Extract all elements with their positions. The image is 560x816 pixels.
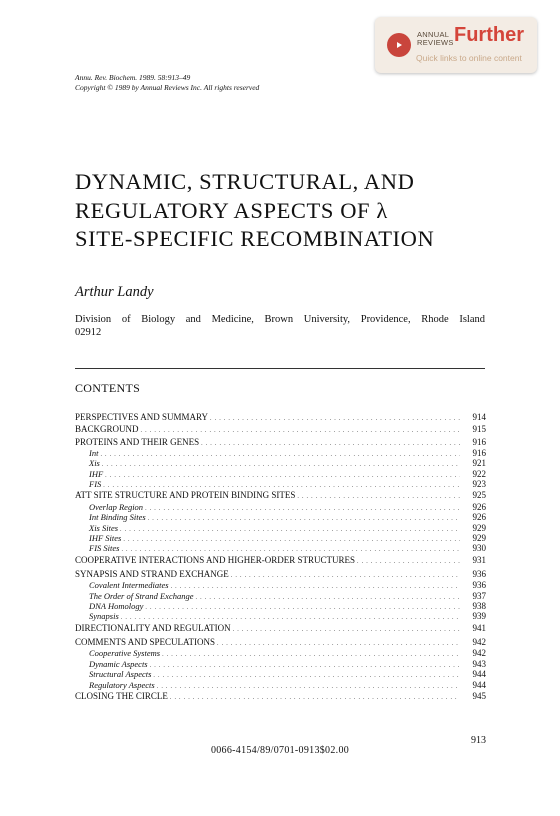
- toc-entry-label: COOPERATIVE INTERACTIONS AND HIGHER-ORDER STRUCTURES: [75, 554, 356, 565]
- section-divider: [75, 368, 485, 369]
- toc-entry[interactable]: [75, 479, 486, 489]
- toc-entry[interactable]: [75, 502, 486, 512]
- toc-entry-page: 931: [472, 554, 486, 565]
- toc-entry-label: Cooperative Systems: [89, 648, 161, 659]
- toc-entry[interactable]: [75, 423, 486, 435]
- toc-entry-label: CLOSING THE CIRCLE: [75, 691, 168, 702]
- toc-entry[interactable]: [75, 543, 486, 553]
- toc-entry[interactable]: [75, 680, 486, 690]
- toc-entry-label: ATT SITE STRUCTURE AND PROTEIN BINDING SITES: [75, 490, 296, 501]
- toc-entry[interactable]: [75, 591, 486, 601]
- toc-entry[interactable]: [75, 469, 486, 479]
- toc-entry-label: SYNAPSIS AND STRAND EXCHANGE: [75, 569, 229, 579]
- toc-entry-label: COMMENTS AND SPECULATIONS: [75, 637, 216, 648]
- toc-entry-label: PERSPECTIVES AND SUMMARY: [75, 412, 209, 422]
- toc-entry-label: Xis: [89, 458, 100, 469]
- toc-entry-page: 942: [472, 637, 486, 648]
- article-title: [75, 168, 434, 254]
- toc-leader-dots: [231, 622, 460, 636]
- page-number: 913: [471, 735, 486, 746]
- toc-entry-label: PROTEINS AND THEIR GENES: [75, 436, 200, 447]
- toc-entry[interactable]: [75, 448, 486, 458]
- toc-entry-page: 922: [472, 468, 486, 479]
- toc-entry-page: 915: [472, 424, 486, 435]
- further-label: Further: [454, 24, 524, 46]
- toc-entry-page: 943: [472, 658, 486, 669]
- toc-entry-page: 945: [472, 691, 486, 702]
- toc-entry-label: FIS: [89, 479, 102, 490]
- toc-entry-page: 941: [472, 622, 486, 633]
- toc-entry[interactable]: [75, 622, 486, 634]
- toc-entry-page: 926: [472, 501, 486, 512]
- toc-entry-label: BACKGROUND: [75, 424, 139, 435]
- author-name: Arthur Landy: [75, 284, 154, 300]
- citation-copyright: Copyright © 1989 by Annual Reviews Inc. All rights reserved: [75, 83, 260, 92]
- toc-entry[interactable]: [75, 458, 486, 468]
- toc-entry-page: 937: [472, 590, 486, 601]
- toc-entry-label: Covalent Intermediates: [89, 580, 169, 591]
- toc-entry-label: IHF: [89, 468, 104, 479]
- toc-entry[interactable]: [75, 601, 486, 611]
- toc-entry[interactable]: [75, 554, 486, 566]
- toc-entry-label: DIRECTIONALITY AND REGULATION: [75, 622, 231, 633]
- toc-entry-label: Xis Sites: [89, 522, 119, 533]
- toc-entry[interactable]: [75, 411, 486, 423]
- annual-reviews-wordmark: ANNUAL REVIEWS: [417, 30, 454, 47]
- toc-entry-page: 936: [472, 569, 486, 579]
- toc-entry-page: 921: [472, 458, 486, 469]
- toc-entry-page: 926: [472, 512, 486, 523]
- toc-entry-page: 938: [472, 601, 486, 612]
- footer-code: 0066-4154/89/0701-0913$02.00: [210, 745, 350, 756]
- toc-entry-page: 944: [472, 679, 486, 690]
- toc-entry-page: 930: [472, 543, 486, 554]
- toc-entry-page: 916: [472, 447, 486, 458]
- affiliation-line-1: Division of Biology and Medicine, Brown University, Providence, Rhode Island: [75, 314, 485, 325]
- title-line-1: DYNAMIC, STRUCTURAL, AND: [75, 169, 415, 194]
- toc-entry-label: Int: [89, 447, 99, 458]
- toc-entry[interactable]: [75, 611, 486, 621]
- toc-entry[interactable]: [75, 489, 486, 501]
- toc-entry-page: 923: [472, 479, 486, 490]
- toc-entry-page: 929: [472, 522, 486, 533]
- toc-entry[interactable]: [75, 636, 486, 648]
- play-arrow-icon: [387, 33, 411, 57]
- toc-entry-label: FIS Sites: [89, 543, 120, 554]
- toc-entry-label: Overlap Region: [89, 501, 144, 512]
- toc-entry[interactable]: [75, 648, 486, 658]
- toc-entry[interactable]: [75, 436, 486, 448]
- toc-entry-page: 944: [472, 669, 486, 680]
- toc-entry-label: Int Binding Sites: [89, 512, 146, 523]
- toc-entry[interactable]: [75, 568, 486, 580]
- title-line-2: REGULATORY ASPECTS OF λ: [75, 197, 388, 223]
- toc-entry-page: 942: [472, 648, 486, 659]
- toc-entry-label: DNA Homology: [89, 601, 144, 612]
- annual-reviews-further-badge[interactable]: [375, 17, 537, 73]
- toc-entry[interactable]: [75, 533, 486, 543]
- table-of-contents: [75, 411, 486, 702]
- toc-entry-label: IHF Sites: [89, 532, 122, 543]
- toc-entry-page: 914: [472, 412, 486, 422]
- toc-entry-label: The Order of Strand Exchange: [89, 590, 194, 601]
- quick-links-label: Quick links to online content: [416, 53, 522, 63]
- toc-entry[interactable]: [75, 512, 486, 522]
- contents-heading: CONTENTS: [75, 381, 141, 395]
- affiliation-line-2: 02912: [75, 327, 102, 338]
- toc-entry[interactable]: [75, 669, 486, 679]
- citation-journal: Annu. Rev. Biochem. 1989. 58:913–49: [75, 73, 191, 82]
- toc-leader-dots: [168, 690, 460, 704]
- toc-entry[interactable]: [75, 659, 486, 669]
- toc-entry-label: Synapsis: [89, 611, 119, 622]
- title-line-3: SITE-SPECIFIC RECOMBINATION: [75, 226, 435, 251]
- toc-entry-label: Structural Aspects: [89, 669, 152, 680]
- toc-entry-label: Dynamic Aspects: [89, 658, 148, 669]
- toc-entry-label: Regulatory Aspects: [89, 679, 155, 690]
- toc-leader-dots: [355, 554, 460, 568]
- toc-entry-page: 925: [472, 490, 486, 501]
- toc-entry-page: 916: [472, 436, 486, 447]
- toc-entry[interactable]: [75, 523, 486, 533]
- toc-entry-page: 936: [472, 580, 486, 591]
- citation: [75, 73, 259, 93]
- toc-entry-page: 939: [472, 611, 486, 622]
- toc-entry-page: 929: [472, 532, 486, 543]
- toc-entry[interactable]: [75, 690, 486, 702]
- toc-entry[interactable]: [75, 580, 486, 590]
